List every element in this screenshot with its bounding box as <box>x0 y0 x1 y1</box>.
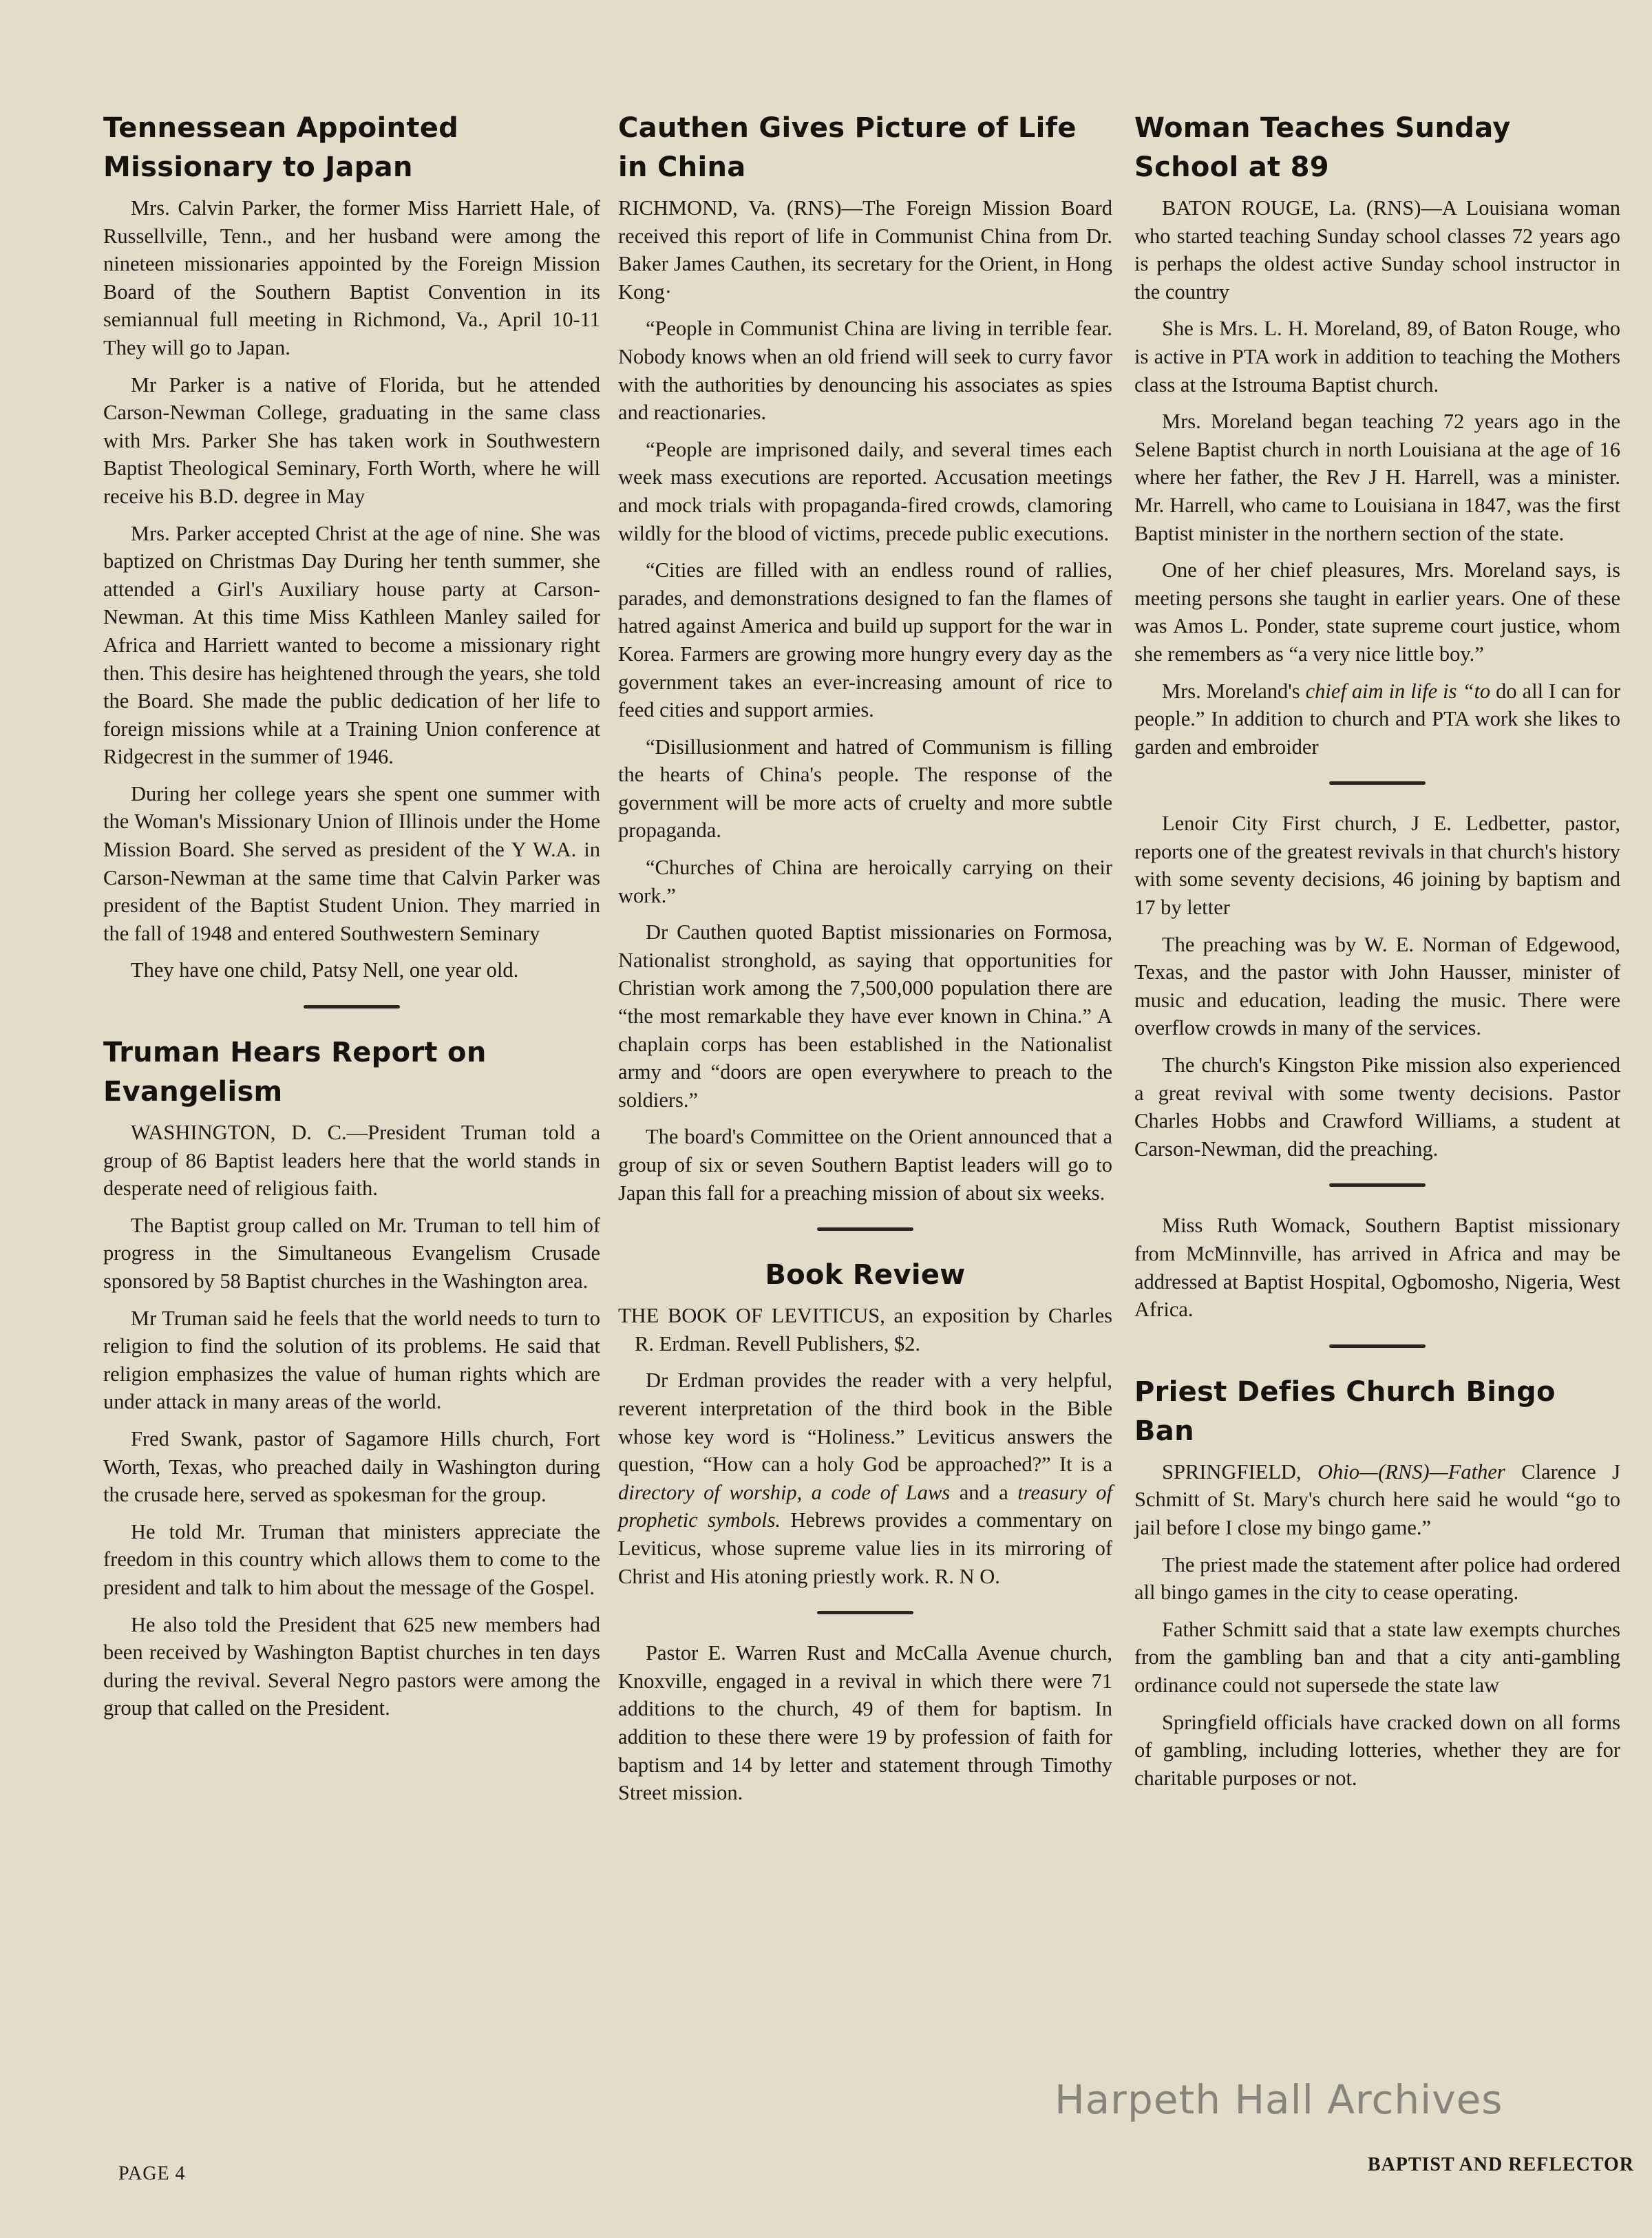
paragraph: RICHMOND, Va. (RNS)—The Foreign Mission Board received this report of life in Communist China from Dr. Baker James Cauthen, its secretary for the Orient, in Hong Kong· <box>618 196 1112 304</box>
column-middle <box>618 103 1112 1816</box>
paragraph: “People are imprisoned daily, and several times each week mass executions are reported. Accusation meetings and mock trials with propaganda-fired crowds, clamoring wildly for the blood of victims, precede public executions. <box>618 437 1112 545</box>
section-divider <box>817 1611 913 1614</box>
paragraph: “Cities are filled with an endless round of rallies, parades, and demonstrations designed to fan the flames of hatred against America and build up support for the war in Korea. Farmers are growing more hungry every day as the government takes an ever-increasing amount of rice to feed cities and support armies. <box>618 558 1112 722</box>
paragraph: The church's Kingston Pike mission also experienced a great revival with some twenty decisions. Pastor Charles Hobbs and Crawford Williams, a student at Carson-Newman, did the preaching. <box>1134 1053 1620 1161</box>
paragraph-text: Mrs. Moreland's <box>1162 679 1306 703</box>
paragraph: She is Mrs. L. H. Moreland, 89, of Baton Rouge, who is active in PTA work in addition to teaching the Mothers class at the Istrouma Baptist church. <box>1134 317 1620 397</box>
paragraph: They have one child, Patsy Nell, one year old. <box>131 958 519 982</box>
paragraph <box>1134 677 1620 761</box>
review-italic: directory of worship, a code of Laws <box>618 1480 951 1504</box>
paragraph: The priest made the statement after police had ordered all bingo games in the city to cease operating. <box>1134 1552 1620 1605</box>
paragraph: Lenoir City First church, J E. Ledbetter, pastor, reports one of the greatest revivals in that church's history with some seventy decisions, 46 joining by baptism and 17 by letter <box>1134 812 1620 920</box>
review-italic: treasury of prophetic symbols. <box>618 1480 1113 1532</box>
headline-book-review: Book Review <box>765 1259 966 1291</box>
paragraph: During her college years she spent one summer with the Woman's Missionary Union of Illinois under the Home Mission Board. She served as president of the Y W.A. in Carson-Newman at the same time that Calvin Parker was president of the Baptist Student Union. They married in the fall of 1948 and entered Southwestern Seminary <box>103 781 600 945</box>
book-citation: THE BOOK OF LEVITICUS, an exposition by Charles R. Erdman. Revell Publishers, $2. <box>618 1304 1112 1355</box>
paragraph: Mr Parker is a native of Florida, but he attended Carson-Newman College, graduating in the same class with Mrs. Parker She has taken work in Southwestern Baptist Theological Seminary, Forth Worth, where he will receive his B.D. degree in May <box>103 372 600 508</box>
section-divider <box>304 1005 400 1009</box>
archive-watermark: Harpeth Hall Archives <box>1055 2076 1503 2123</box>
section-divider <box>1329 1344 1426 1348</box>
paragraph: WASHINGTON, D. C.—President Truman told a group of 86 Baptist leaders here that the world stands in desperate need of religious faith. <box>103 1121 600 1201</box>
review-text: Dr Erdman provides the reader with a very helpful, reverent interpretation of the third book in the Bible whose key word is “Holiness.” Leviticus answers the question, “How can a holy God be approached?” It is a <box>618 1369 1112 1477</box>
paragraph: “People in Communist China are living in terrible fear. Nobody knows when an old friend will seek to curry favor with the authorities by denouncing his associates as spies and reactionaries. <box>618 317 1112 425</box>
paragraph: Father Schmitt said that a state law exempts churches from the gambling ban and that a city anti-gambling ordinance could not supersede the state law <box>1134 1617 1620 1697</box>
paragraph <box>1134 1458 1620 1542</box>
paragraph: Mrs. Moreland began teaching 72 years ago in the Selene Baptist church in north Louisiana at the age of 16 where her father, the Rev J H. Harrell, was a minister. Mr. Harrell, who came to Louisiana in 1847, was the first Baptist minister in the northern section of the state. <box>1134 410 1620 545</box>
section-divider <box>1329 1183 1426 1187</box>
page-number: PAGE 4 <box>118 2163 186 2184</box>
section-divider <box>1329 781 1426 785</box>
paragraph: One of her chief pleasures, Mrs. Moreland says, is meeting persons she taught in earlier years. One of these was Amos L. Ponder, state supreme court justice, whom she remembers as “a very nice little boy.” <box>1134 558 1620 666</box>
review-text: and a <box>950 1480 1018 1504</box>
publication-name: BAPTIST AND REFLECTOR <box>1367 2154 1634 2175</box>
paragraph: The board's Committee on the Orient announced that a group of six or seven Southern Baptist leaders will go to Japan this fall for a preaching mission of about six weeks. <box>618 1125 1112 1205</box>
paragraph: Springfield officials have cracked down on all forms of gambling, including lotteries, whether they are for charitable purposes or not. <box>1134 1710 1620 1790</box>
paragraph-text: Clarence J Schmitt of St. Mary's church here said he would “go to jail before I close my bingo game.” <box>1134 1459 1620 1539</box>
section-divider <box>817 1227 913 1231</box>
paragraph: The Baptist group called on Mr. Truman to tell him of progress in the Simultaneous Evangelism Crusade sponsored by 58 Baptist churches in the Washington area. <box>103 1213 600 1293</box>
paragraph: He told Mr. Truman that ministers appreciate the freedom in this country which allows them to come to the president and talk to him about the message of the Gospel. <box>103 1519 600 1599</box>
column-left <box>103 103 600 1731</box>
headline-truman-report: Truman Hears Report on Evangelism <box>103 1037 487 1108</box>
headline-missionary-japan: Tennessean Appointed Missionary to Japan <box>103 112 459 183</box>
paragraph: Dr Cauthen quoted Baptist missionaries on Formosa, Nationalist stronghold, as saying that opportunities for Christian work among the 7,500,000 population there are “the most remarkable they have ever known in China.” A chaplain corps has been established in the Nationalist army and “doors are open everywhere to preach to the soldiers.” <box>618 920 1112 1112</box>
headline-sunday-school: Woman Teaches Sunday School at 89 <box>1134 112 1511 183</box>
paragraph: Mr Truman said he feels that the world needs to turn to religion to find the solution of its problems. He said that religion emphasizes the value of human rights which are under attack in many areas of the world. <box>103 1306 600 1414</box>
paragraph: Mrs. Parker accepted Christ at the age of nine. She was baptized on Christmas Day During her tenth summer, she attended a Girl's Auxiliary house party at Carson-Newman. At this time Miss Kathleen Manley sailed for Africa and Harriett wanted to become a missionary right then. This desire has heightened through the years, she told the Board. She made the public dedication of her life to foreign missions while at a Training Union conference at Ridgecrest in the summer of 1946. <box>103 521 600 769</box>
paragraph: He also told the President that 625 new members had been received by Washington Baptist churches in ten days during the revival. Several Negro pastors were among the group that called on the President. <box>103 1612 600 1720</box>
paragraph: “Disillusionment and hatred of Communism is filling the hearts of China's people. The response of the government will be more acts of cruelty and more subtle propaganda. <box>618 735 1112 843</box>
headline-cauthen-china: Cauthen Gives Picture of Life in China <box>618 112 1077 183</box>
paragraph: Fred Swank, pastor of Sagamore Hills church, Fort Worth, Texas, who preached daily in Washington during the crusade here, served as spokesman for the group. <box>103 1426 600 1507</box>
rust-revival-note: Pastor E. Warren Rust and McCalla Avenue church, Knoxville, engaged in a revival in which there were 71 additions to the church, 49 of them for baptism. In addition to these there were 19 by profession of faith for baptism and 14 by letter and statement through Timothy Street mission. <box>618 1641 1112 1805</box>
column-right <box>1134 103 1620 1801</box>
paragraph: The preaching was by W. E. Norman of Edgewood, Texas, and the pastor with John Hausser, minister of music and education, leading the music. There were overflow crowds in many of the services. <box>1134 932 1620 1040</box>
review-paragraph <box>618 1366 1112 1590</box>
paragraph: Mrs. Calvin Parker, the former Miss Harriett Hale, of Russellville, Tenn., and her husband were among the nineteen missionaries appointed by the Foreign Mission Board of the Southern Baptist Convention in its semiannual full meeting in Richmond, Va., April 10-11 They will go to Japan. <box>103 196 600 359</box>
womack-note: Miss Ruth Womack, Southern Baptist missionary from McMinnville, has arrived in Africa and may be addressed at Baptist Hospital, Ogbomosho, Nigeria, West Africa. <box>1134 1214 1620 1322</box>
paragraph: “Churches of China are heroically carrying on their work.” <box>618 856 1112 907</box>
paragraph-italic: chief aim in life is “to <box>1305 679 1491 703</box>
headline-bingo-ban: Priest Defies Church Bingo Ban <box>1134 1375 1556 1447</box>
paragraph-text: do all I can for people.” In addition to church and PTA work she likes to garden and embroider <box>1134 679 1620 759</box>
paragraph: BATON ROUGE, La. (RNS)—A Louisiana woman who started teaching Sunday school classes 72 years ago is perhaps the oldest active Sunday school instructor in the country <box>1134 196 1620 304</box>
paragraph-italic: Ohio—(RNS)—Father <box>1317 1459 1505 1484</box>
review-text: Hebrews provides a commentary on Leviticus, whose supreme value lies in its mirroring of Christ and His atoning priestly work. R. N O. <box>618 1508 1112 1588</box>
paragraph-text: SPRINGFIELD, <box>1162 1459 1317 1484</box>
